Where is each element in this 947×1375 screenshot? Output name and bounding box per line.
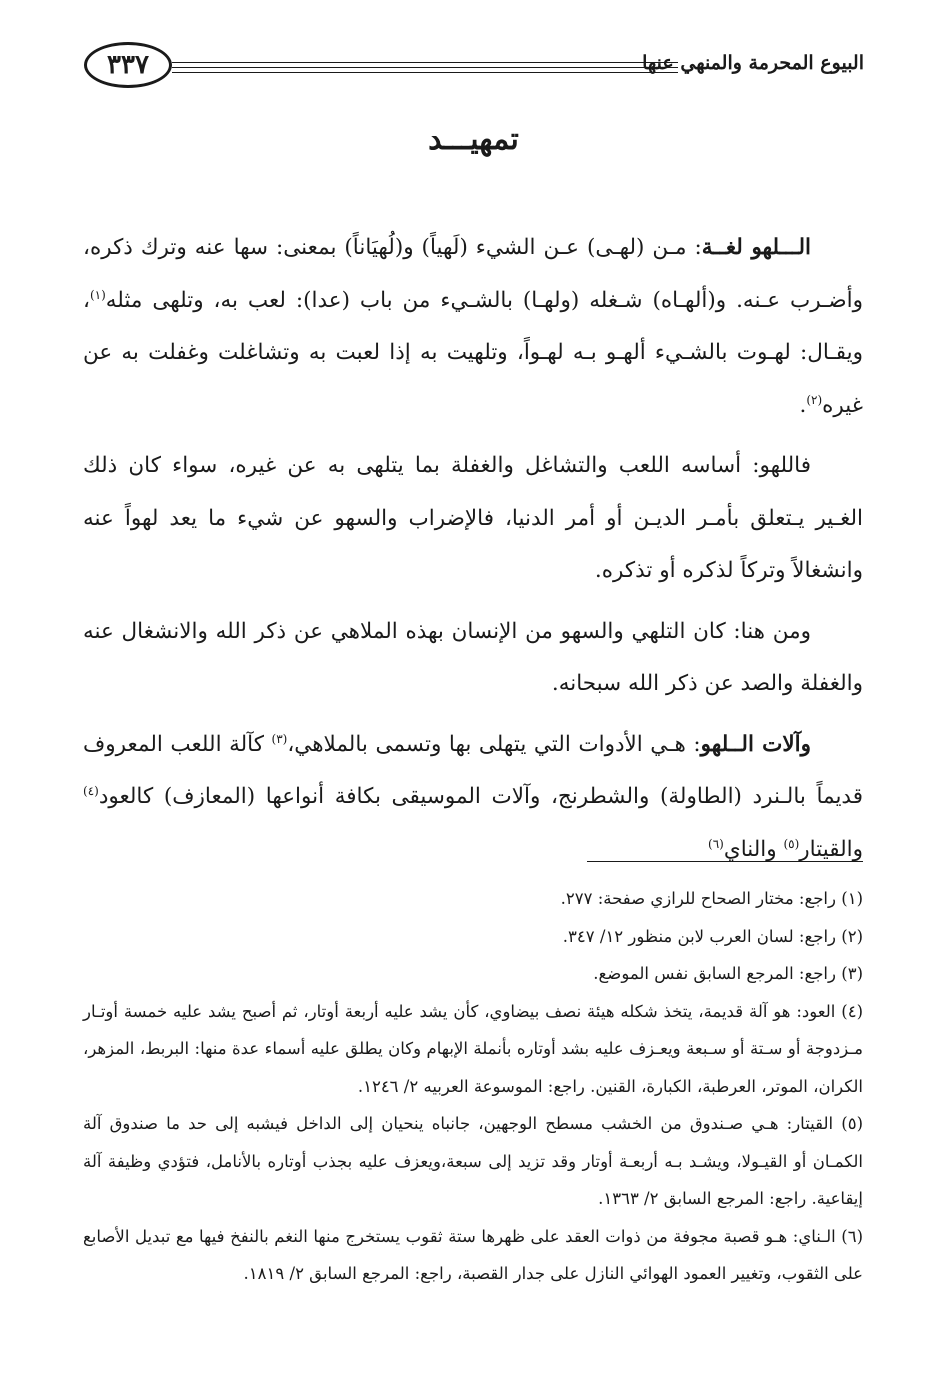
- header-rule: [172, 72, 678, 73]
- paragraph-text: : مـن (لهـى) عـن الشيء (لَهياً) و(لُهيَاناً) بمعنى: سها عنه وترك ذكره، وأضـرب عـنه. و(ألهـاه) شـغله (ولهـا) بالشـيء من باب (عدا): لعب به، وتلهى مثله: [83, 235, 863, 313]
- footnote-ref[interactable]: (٥): [783, 836, 800, 851]
- footnote-ref[interactable]: (٤): [83, 783, 99, 798]
- footnote-ref[interactable]: (٢): [806, 392, 823, 407]
- header-rule: [172, 62, 678, 63]
- paragraph-instruments: [83, 719, 863, 877]
- section-heading: [0, 122, 947, 157]
- footnote-number: (٦): [841, 1226, 863, 1246]
- paragraph-consequence: [83, 606, 863, 711]
- paragraph-meaning: [83, 440, 863, 598]
- footnote-text: راجع: مختار الصحاح للرازي صفحة: ٢٧٧.: [560, 889, 836, 908]
- footnote-item: [83, 880, 863, 918]
- footnote-number: (٣): [841, 964, 863, 983]
- term-alat-lahw: وآلات الــلهو: [700, 731, 811, 757]
- footnote-text: الـناي: هـو قصبة مجوفة من ذوات العقد على ظهرها ستة ثقوب يستخرج منها النغم بالنفخ فيها مع تبديل الأصابع على الثقوب، وتغيير العمود الهوائي النازل على جدار القصبة، راجع: المرجع السابق ٢/ ١٨١٩.: [83, 1226, 863, 1283]
- footnote-text: العود: هو آلة قديمة، يتخذ شكله هيئة نصف بيضاوي، كأن يشد عليه أربعة أوتار، ثم أصبح يشد عليه خمسة أوتـار مـزدوجة أو سـتة أو سـبعة ويعـزف عليه بشد أوتاره بأنملة الإبهام وكان يطلق عليه أسماء عدة منها: البربط، المزهر، الكران، الموتر، العرطبة، الكبارة، القنين. راجع: الموسوعة العربيه ٢/ ١٢٤٦.: [83, 1001, 863, 1096]
- paragraph-text: كآلة اللعب المعروف قديماً بالـنرد (الطاولة) والشطرنج، وآلات الموسيقى بكافة أنواعها (المعازف) كالعود: [83, 731, 863, 809]
- footnote-item: [83, 1218, 863, 1293]
- paragraph-definition: [83, 222, 863, 432]
- footnote-item: [83, 918, 863, 956]
- paragraph-text: والقيتار: [799, 836, 863, 862]
- paragraph-text: ومن هنا: كان التلهي والسهو من الإنسان بهذه الملاهي عن ذكر الله والانشغال عنه والغفلة والصد عن ذكر الله سبحانه.: [83, 618, 863, 696]
- paragraph-text: فاللهو: أساسه اللعب والتشاغل والغفلة بما يتلهى به عن غيره، سواء كان ذلك الغـير يـتعلق بأمـر الديـن أو أمر الدنيا، فالإضراب والسهو عن شيء ما يعد لهواً عنه وانشغالاً وتركاً لذكره أو تذكره.: [83, 453, 863, 583]
- page-number: ٣٣٧: [84, 42, 172, 88]
- footnote-number: (٢): [841, 926, 863, 946]
- paragraph-text: : هـي الأدوات التي يتهلى بها وتسمى بالملاهي،: [287, 731, 701, 757]
- term-lahw-lugha: الـــلهو لغــة: [701, 235, 811, 260]
- footnote-text: القيتار: هـي صـندوق من الخشب مسطح الوجهين، جانباه ينحيان إلى الداخل فيشبه إلى حد ما صندوق آلة الكمـان أو القيـولا، ويشـد بـه أربعـة أوتار وقد تزيد إلى سبعة،ويعزف عليه بجذب أوتاره بالأنامل، فتؤدي وظيفة آلة إيقاعية. راجع: المرجع السابق ٢/ ١٣٦٣.: [83, 1114, 863, 1208]
- footnote-number: (١): [841, 889, 863, 908]
- section-heading-text: تمهيـــد: [428, 122, 519, 157]
- paragraph-text: .: [799, 392, 807, 418]
- footnote-ref[interactable]: (١): [89, 287, 106, 302]
- header-rule: [172, 67, 678, 68]
- footnotes: [83, 880, 863, 1293]
- paragraph-text: والناي: [723, 836, 784, 862]
- footnote-item: [83, 1105, 863, 1218]
- footnote-ref[interactable]: (٣): [271, 731, 288, 746]
- paragraph-text: ، ويقـال: لهـوت بالشـيء ألهـو بـه لهـواً، وتلهيت به إذا لعبت به وتشاغلت وغفلت به عن غيره: [83, 287, 863, 418]
- footnote-separator: [587, 861, 863, 862]
- footnote-text: راجع: لسان العرب لابن منظور ١٢/ ٣٤٧.: [562, 926, 836, 946]
- footnote-ref[interactable]: (٦): [708, 836, 724, 851]
- body-text: [83, 222, 863, 884]
- footnote-item: [83, 955, 863, 993]
- running-header: [84, 42, 864, 92]
- footnote-item: [83, 993, 863, 1106]
- footnote-number: (٥): [841, 1114, 863, 1133]
- footnote-number: (٤): [841, 1001, 864, 1021]
- footnote-text: راجع: المرجع السابق نفس الموضع.: [593, 964, 836, 983]
- running-title: البيوع المحرمة والمنهي عنها: [642, 52, 864, 74]
